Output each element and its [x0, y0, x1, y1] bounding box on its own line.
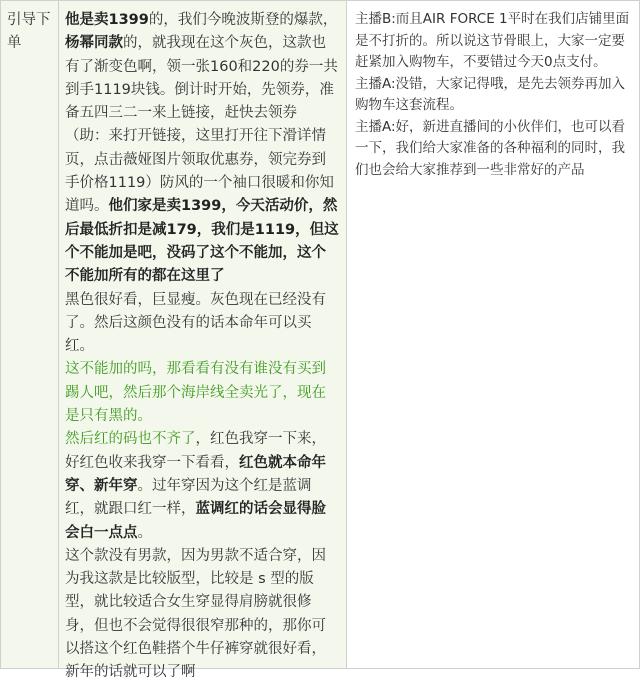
- section-label: 引导下单: [7, 12, 51, 51]
- script-paragraph: [65, 9, 340, 125]
- script-text: 。: [137, 524, 152, 541]
- script-paragraph: [65, 289, 340, 359]
- section-label-cell: [1, 1, 59, 668]
- emphasis-text: 红色就本命年穿、新年穿: [65, 454, 326, 494]
- emphasis-text: 蓝调红的话会显得脸会白一点点: [65, 501, 326, 541]
- emphasis-text: 他们家是卖1399，今天活动价，然后最低折扣是减179，我们是1119，但这个不能加是吧，没码了这个不能加，这个不能加所有的都在这里了: [65, 198, 339, 285]
- script-text: 的，我们今晚波斯登的爆款，: [148, 12, 338, 28]
- script-paragraph: [65, 358, 340, 428]
- dialogue-cell: [347, 1, 639, 668]
- script-text: 的，就我现在这个灰色，这款也有了渐变色啊，领一张160和220的券一共到手1119块钱。倒计时开始，先领券，准备五四三二一来上链接，赶快去领券: [65, 35, 338, 122]
- emphasis-text: 1399: [108, 12, 149, 28]
- script-text: （助：来打开链接，这里打开往下滑详情页，点击薇娅图片领取优惠券，领完券到手价格1119）防风的一个袖口很暖和你知道吗。: [65, 128, 334, 215]
- emphasis-text: 杨幂同款: [65, 35, 123, 52]
- script-text: 。过年穿因为这个红是蓝调红，就跟口红一样，: [65, 477, 312, 518]
- script-text: 这不能加的吗，那看看有没有谁没有买到踢人吧，然后那个海岸线全卖光了，现在是只有黑的。: [65, 361, 326, 425]
- host-script-cell: [59, 1, 347, 681]
- script-text: ，红色我穿一下来，好红色收来我穿一下看看，: [65, 431, 326, 471]
- emphasis-text: 他是卖: [65, 12, 109, 28]
- dialogue-paragraph: 主播B:而且AIR FORCE 1平时在我们店铺里面是不打折的。所以说这节骨眼上，大家一定要赶紧加入购物车，不要错过今天0点支付。: [355, 11, 630, 70]
- dialogue-paragraph: 主播A:没错，大家记得哦，是先去领券再加入购物车这套流程。: [355, 75, 626, 113]
- script-paragraph: [65, 428, 340, 544]
- script-paragraph: [65, 545, 340, 685]
- script-text: 黑色很好看，巨显瘦。灰色现在已经没有了。然后这颜色没有的话本命年可以买红。: [65, 291, 326, 355]
- script-paragraph: [65, 125, 340, 288]
- script-text: 然后红的码也不齐了: [65, 431, 196, 448]
- dialogue-paragraph: 主播A:好，新进直播间的小伙伴们，也可以看一下，我们给大家准备的各种福利的同时，我们也会给大家推荐到一些非常好的产品: [355, 118, 626, 178]
- script-text: 这个款没有男款，因为男款不适合穿，因为我这款是比较版型，比较是 s 型的版型，就比较适合女生穿显得肩膀就很修身，但也不会觉得很很窄那种的，那你可以搭这个红色鞋搭个牛仔裤穿就很好看，新年的话就可以了啊: [65, 547, 326, 681]
